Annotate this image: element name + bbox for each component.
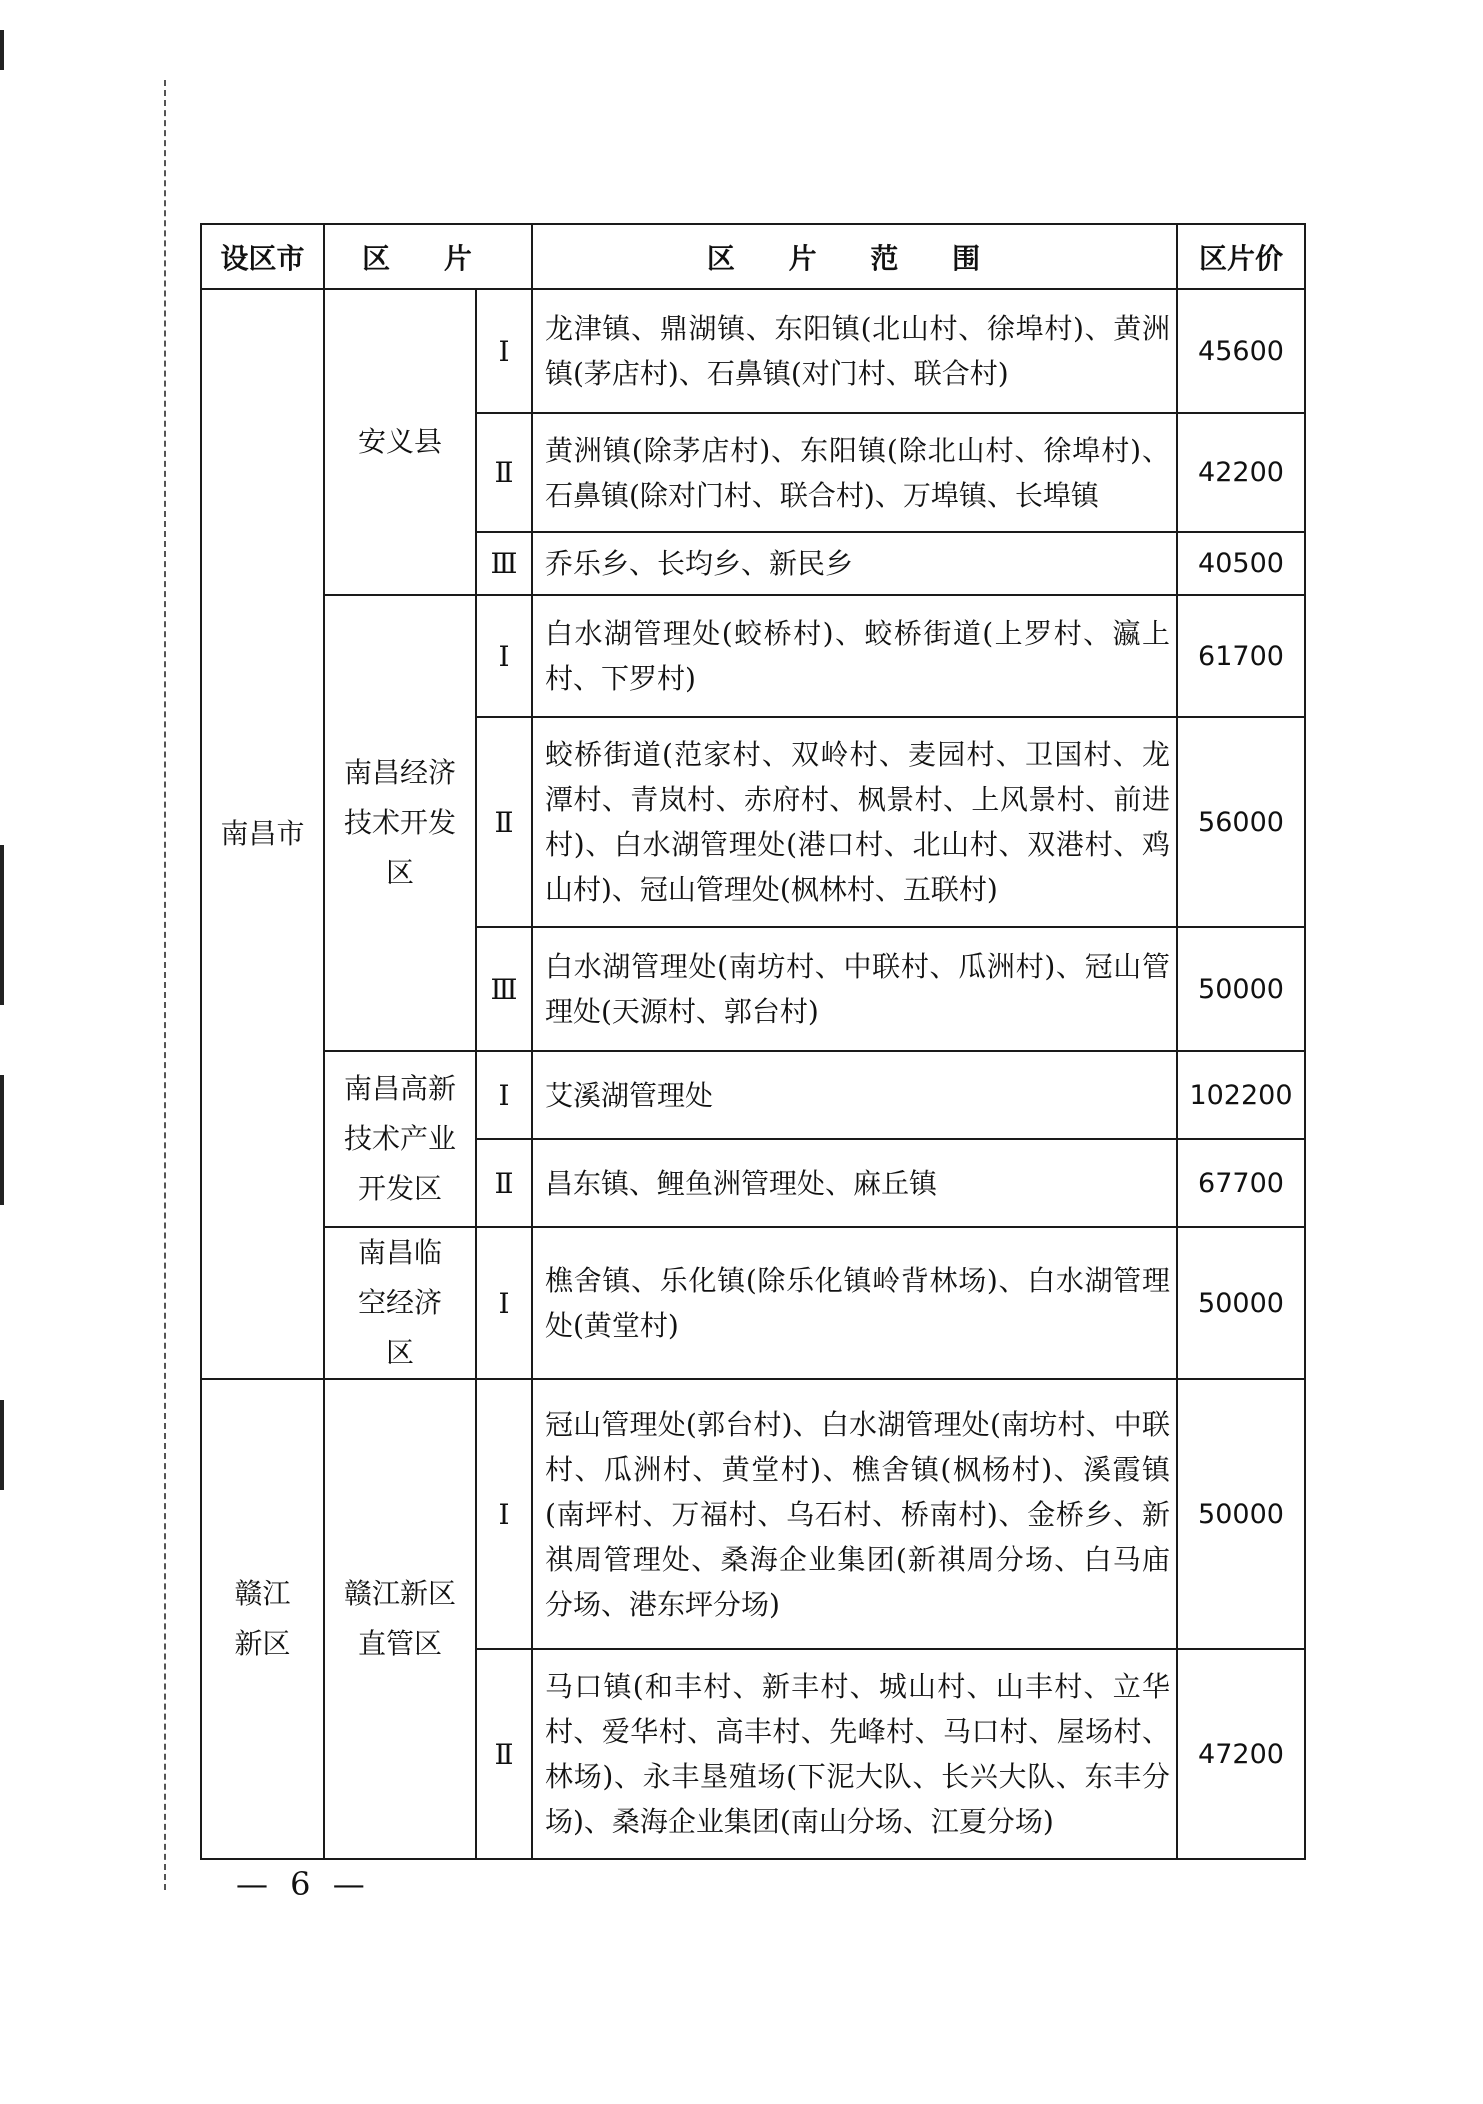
binding-margin-line <box>164 80 166 1890</box>
grade-cell: Ⅲ <box>476 927 532 1051</box>
range-cell: 白水湖管理处(蛟桥村)、蛟桥街道(上罗村、瀛上村、下罗村) <box>532 595 1177 717</box>
range-cell: 樵舍镇、乐化镇(除乐化镇岭背林场)、白水湖管理处(黄堂村) <box>532 1227 1177 1379</box>
grade-cell: Ⅰ <box>476 1227 532 1379</box>
range-cell: 黄洲镇(除茅店村)、东阳镇(除北山村、徐埠村)、石鼻镇(除对门村、联合村)、万埠镇、长埠镇 <box>532 413 1177 532</box>
range-cell: 艾溪湖管理处 <box>532 1051 1177 1139</box>
grade-cell: Ⅰ <box>476 595 532 717</box>
range-cell: 龙津镇、鼎湖镇、东阳镇(北山村、徐埠村)、黄洲镇(茅店村)、石鼻镇(对门村、联合村) <box>532 289 1177 413</box>
price-cell: 47200 <box>1177 1649 1305 1859</box>
price-cell: 40500 <box>1177 532 1305 595</box>
range-cell: 冠山管理处(郭台村)、白水湖管理处(南坊村、中联村、瓜洲村、黄堂村)、樵舍镇(枫杨村)、溪霞镇(南坪村、万福村、乌石村、桥南村)、金桥乡、新祺周管理处、桑海企业集团(新祺周分场、白马庙分场、港东坪分场) <box>532 1379 1177 1649</box>
table-row <box>201 1227 1305 1379</box>
price-cell: 42200 <box>1177 413 1305 532</box>
edge-mark <box>0 1075 4 1205</box>
grade-cell: Ⅱ <box>476 717 532 927</box>
header-district: 区 片 <box>324 224 532 289</box>
table-header-row <box>201 224 1305 289</box>
grade-cell: Ⅰ <box>476 1051 532 1139</box>
grade-cell: Ⅱ <box>476 1649 532 1859</box>
price-cell: 102200 <box>1177 1051 1305 1139</box>
edge-mark <box>0 1400 4 1490</box>
city-cell: 南昌市 <box>201 289 324 1379</box>
range-cell: 昌东镇、鲤鱼洲管理处、麻丘镇 <box>532 1139 1177 1227</box>
price-cell: 50000 <box>1177 1227 1305 1379</box>
range-cell: 马口镇(和丰村、新丰村、城山村、山丰村、立华村、爱华村、高丰村、先峰村、马口村、屋场村、林场)、永丰垦殖场(下泥大队、长兴大队、东丰分场)、桑海企业集团(南山分场、江夏分场) <box>532 1649 1177 1859</box>
district-cell: 安义县 <box>324 289 476 595</box>
range-cell: 白水湖管理处(南坊村、中联村、瓜洲村)、冠山管理处(天源村、郭台村) <box>532 927 1177 1051</box>
price-cell: 45600 <box>1177 289 1305 413</box>
edge-mark <box>0 30 4 70</box>
range-cell: 蛟桥街道(范家村、双岭村、麦园村、卫国村、龙潭村、青岚村、赤府村、枫景村、上风景村、前进村)、白水湖管理处(港口村、北山村、双港村、鸡山村)、冠山管理处(枫林村、五联村) <box>532 717 1177 927</box>
table-row <box>201 1379 1305 1649</box>
price-cell: 50000 <box>1177 927 1305 1051</box>
grade-cell: Ⅰ <box>476 1379 532 1649</box>
range-cell: 乔乐乡、长均乡、新民乡 <box>532 532 1177 595</box>
price-cell: 67700 <box>1177 1139 1305 1227</box>
land-price-table <box>200 223 1306 1860</box>
district-cell: 南昌临空经济区 <box>324 1227 476 1379</box>
district-cell: 南昌经济技术开发区 <box>324 595 476 1051</box>
header-price: 区片价 <box>1177 224 1305 289</box>
grade-cell: Ⅱ <box>476 413 532 532</box>
grade-cell: Ⅰ <box>476 289 532 413</box>
table-row <box>201 595 1305 717</box>
page-number: — 6 — <box>236 1865 371 1903</box>
table-row <box>201 289 1305 413</box>
district-cell: 南昌高新技术产业开发区 <box>324 1051 476 1227</box>
edge-mark <box>0 845 4 1005</box>
price-cell: 61700 <box>1177 595 1305 717</box>
table-row <box>201 1051 1305 1139</box>
city-cell: 赣江新区 <box>201 1379 324 1859</box>
district-cell: 赣江新区直管区 <box>324 1379 476 1859</box>
price-cell: 50000 <box>1177 1379 1305 1649</box>
header-city: 设区市 <box>201 224 324 289</box>
grade-cell: Ⅱ <box>476 1139 532 1227</box>
header-range: 区 片 范 围 <box>532 224 1177 289</box>
price-cell: 56000 <box>1177 717 1305 927</box>
grade-cell: Ⅲ <box>476 532 532 595</box>
